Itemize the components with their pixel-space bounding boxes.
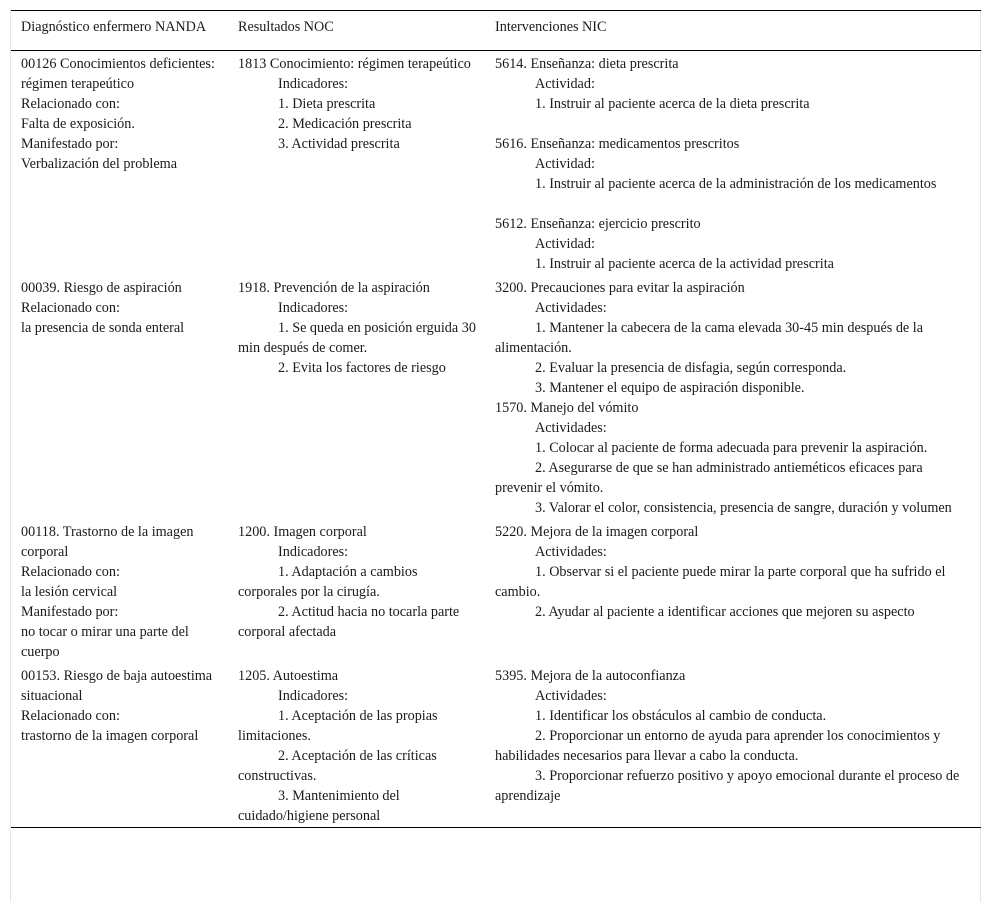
- nursing-care-plan-table: [11, 10, 981, 828]
- nic-line: 2. Proporcionar un entorno de ayuda para aprender los conocimientos y habilidades necesarios para llevar a cabo la conducta.: [495, 728, 941, 764]
- noc-outcome-cell: [227, 275, 483, 519]
- nic-line: 5612. Enseñanza: ejercicio prescrito: [495, 216, 701, 232]
- noc-outcome-cell: [227, 519, 483, 663]
- nanda-line: Relacionado con:: [21, 300, 120, 316]
- nanda-line: Relacionado con:: [21, 708, 120, 724]
- nanda-line: Falta de exposición.: [21, 116, 135, 132]
- table-row: [11, 51, 981, 276]
- nanda-line: la lesión cervical: [21, 584, 118, 600]
- noc-line: 2. Aceptación de las críticas constructivas.: [238, 748, 437, 784]
- nic-line: 1. Observar si el paciente puede mirar la parte corporal que ha sufrido el cambio.: [495, 564, 946, 600]
- nic-intervention-cell: [483, 51, 981, 276]
- noc-line: 1. Dieta prescrita: [278, 96, 376, 112]
- nic-line: 1. Instruir al paciente acerca de la actividad prescrita: [535, 256, 834, 272]
- noc-line: Indicadores:: [278, 688, 349, 704]
- header-noc: Resultados NOC: [238, 19, 334, 35]
- noc-line: 2. Medicación prescrita: [278, 116, 412, 132]
- nanda-line: Relacionado con:: [21, 96, 120, 112]
- nanda-line: Manifestado por:: [21, 136, 119, 152]
- noc-outcome-cell: [227, 51, 483, 276]
- noc-line: 2. Evita los factores de riesgo: [278, 360, 446, 376]
- table-header: [11, 11, 981, 51]
- nic-line: 5395. Mejora de la autoconfianza: [495, 668, 686, 684]
- nic-line: 5220. Mejora de la imagen corporal: [495, 524, 699, 540]
- nic-line: Actividades:: [535, 688, 607, 704]
- noc-line: 1813 Conocimiento: régimen terapeútico: [238, 56, 471, 72]
- nanda-diagnosis-cell: [11, 519, 227, 663]
- nic-intervention-cell: [483, 663, 981, 828]
- nic-line: 3. Mantener el equipo de aspiración disponible.: [535, 380, 805, 396]
- table-row: [11, 519, 981, 663]
- nic-line: Actividad:: [535, 236, 595, 252]
- noc-line: 1205. Autoestima: [238, 668, 339, 684]
- nanda-line: no tocar o mirar una parte del cuerpo: [21, 624, 189, 660]
- nic-line: Actividades:: [535, 420, 607, 436]
- nic-line: 1. Colocar al paciente de forma adecuada para prevenir la aspiración.: [535, 440, 928, 456]
- header-row: [11, 11, 981, 51]
- header-nanda: Diagnóstico enfermero NANDA: [21, 19, 207, 35]
- nanda-line: 00153. Riesgo de baja autoestima situacional: [21, 668, 213, 704]
- noc-line: 3. Mantenimiento del cuidado/higiene personal: [238, 788, 400, 824]
- nanda-line: Relacionado con:: [21, 564, 120, 580]
- header-nic: Intervenciones NIC: [495, 19, 607, 35]
- nanda-diagnosis-cell: [11, 663, 227, 828]
- noc-outcome-cell: [227, 663, 483, 828]
- nanda-line: 00039. Riesgo de aspiración: [21, 280, 182, 296]
- noc-line: 2. Actitud hacia no tocarla parte corporal afectada: [238, 604, 460, 640]
- nanda-diagnosis-cell: [11, 275, 227, 519]
- noc-line: Indicadores:: [278, 544, 349, 560]
- nanda-diagnosis-cell: [11, 51, 227, 276]
- nic-line: Actividad:: [535, 156, 595, 172]
- nic-line: 2. Evaluar la presencia de disfagia, según corresponda.: [535, 360, 847, 376]
- nanda-line: 00126 Conocimientos deficientes: régimen terapeútico: [21, 56, 215, 92]
- noc-line: 3. Actividad prescrita: [278, 136, 400, 152]
- nanda-line: la presencia de sonda enteral: [21, 320, 185, 336]
- nic-intervention-cell: [483, 519, 981, 663]
- noc-line: 1. Se queda en posición erguida 30 min después de comer.: [238, 320, 476, 356]
- nic-line: 3. Valorar el color, consistencia, presencia de sangre, duración y volumen: [535, 500, 952, 516]
- nic-line: 1. Identificar los obstáculos al cambio de conducta.: [535, 708, 827, 724]
- nic-line: 2. Asegurarse de que se han administrado antieméticos eficaces para prevenir el vómito.: [495, 460, 923, 496]
- noc-line: 1918. Prevención de la aspiración: [238, 280, 430, 296]
- noc-line: 1. Adaptación a cambios corporales por la cirugía.: [238, 564, 418, 600]
- noc-line: Indicadores:: [278, 300, 349, 316]
- table-body: [11, 51, 981, 828]
- nic-intervention-cell: [483, 275, 981, 519]
- table-row: [11, 663, 981, 828]
- nic-line: 1. Mantener la cabecera de la cama elevada 30-45 min después de la alimentación.: [495, 320, 923, 356]
- noc-line: 1200. Imagen corporal: [238, 524, 367, 540]
- nic-line: Actividad:: [535, 76, 595, 92]
- nic-line: 3. Proporcionar refuerzo positivo y apoyo emocional durante el proceso de aprendizaje: [495, 768, 960, 804]
- nanda-line: 00118. Trastorno de la imagen corporal: [21, 524, 194, 560]
- table-row: [11, 275, 981, 519]
- nic-line: 1570. Manejo del vómito: [495, 400, 639, 416]
- noc-line: 1. Aceptación de las propias limitaciones.: [238, 708, 438, 744]
- nic-line: 5616. Enseñanza: medicamentos prescritos: [495, 136, 740, 152]
- nanda-line: Manifestado por:: [21, 604, 119, 620]
- nic-line: 2. Ayudar al paciente a identificar acciones que mejoren su aspecto: [535, 604, 915, 620]
- nic-line: 5614. Enseñanza: dieta prescrita: [495, 56, 679, 72]
- nic-line: 1. Instruir al paciente acerca de la dieta prescrita: [535, 96, 810, 112]
- noc-line: Indicadores:: [278, 76, 349, 92]
- nic-line: 3200. Precauciones para evitar la aspiración: [495, 280, 745, 296]
- nanda-line: trastorno de la imagen corporal: [21, 728, 199, 744]
- nic-line: Actividades:: [535, 300, 607, 316]
- nanda-line: Verbalización del problema: [21, 156, 177, 172]
- spacer: [495, 194, 961, 214]
- nic-line: 1. Instruir al paciente acerca de la administración de los medicamentos: [535, 176, 937, 192]
- spacer: [495, 114, 961, 134]
- nic-line: Actividades:: [535, 544, 607, 560]
